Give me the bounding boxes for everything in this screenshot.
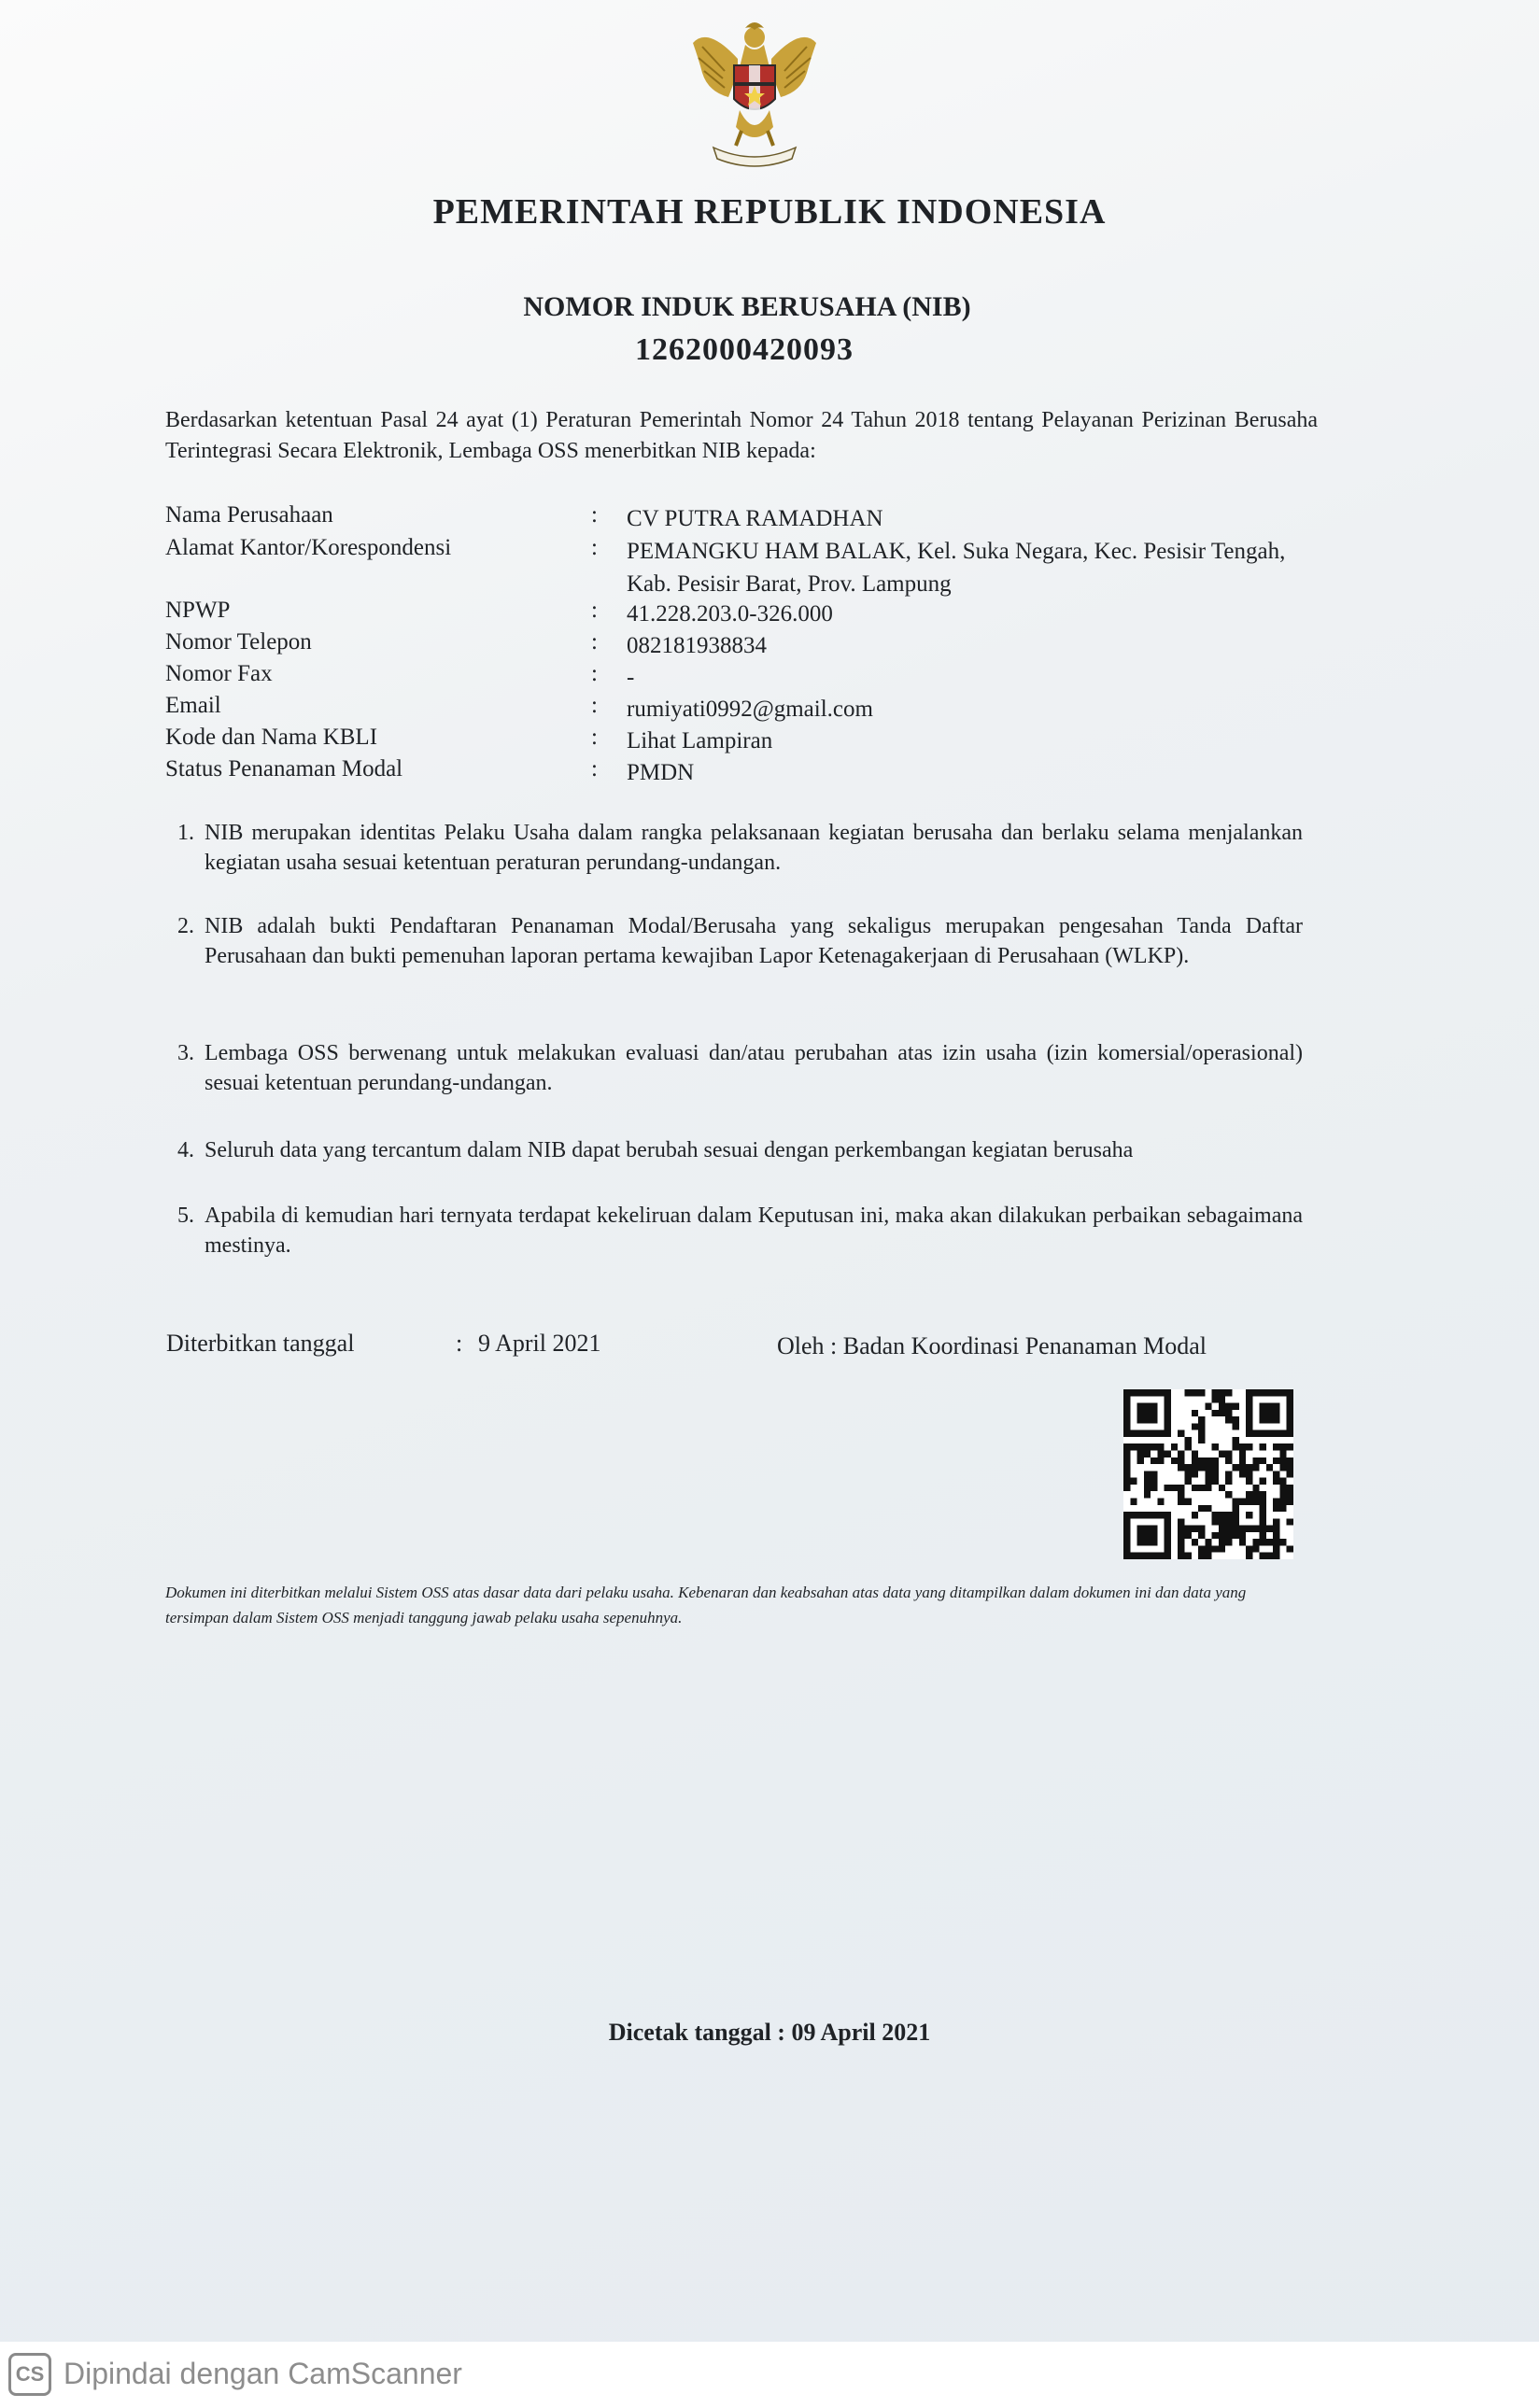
investment-label: Status Penanaman Modal [165,756,403,782]
provision-text: NIB merupakan identitas Pelaku Usaha dalam rangka pelaksanaan kegiatan berusaha dan berlaku selama menjalankan kegiatan usaha sesuai ketentuan peraturan perundang-undangan. [205,821,1303,875]
issuer: Oleh : Badan Koordinasi Penanaman Modal [777,1332,1207,1359]
garuda-emblem-icon [680,17,829,176]
issued-date-value: 9 April 2021 [478,1330,601,1357]
provision-number: 2. [177,914,194,938]
company-address-value: PEMANGKU HAM BALAK, Kel. Suka Negara, Kec. Pesisir Tengah, Kab. Pesisir Barat, Prov. Lampung [627,539,1286,597]
separator: : [456,1330,463,1357]
printed-date: Dicetak tanggal : 09 April 2021 [608,2019,931,2046]
provision-text: Lembaga OSS berwenang untuk melakukan evaluasi dan/atau perubahan atas izin usaha (izin komersial/operasional) sesuai ketentuan perundang-undangan. [205,1041,1303,1095]
qr-code-icon [1123,1389,1293,1559]
company-name-label: Nama Perusahaan [165,502,333,528]
provision-number: 4. [177,1138,194,1162]
separator: : [591,598,598,623]
separator: : [591,756,598,782]
provision-number: 3. [177,1041,194,1065]
intro-paragraph: Berdasarkan ketentuan Pasal 24 ayat (1) Peraturan Pemerintah Nomor 24 Tahun 2018 tentang Pelayanan Perizinan Berusaha Terintegrasi Secara Elektronik, Lembaga OSS menerbitkan NIB kepada: [165,408,1318,463]
phone-label: Nomor Telepon [165,629,312,655]
investment-value: PMDN [627,760,695,785]
provision-number: 5. [177,1204,194,1228]
npwp-label: NPWP [165,598,231,623]
provision-text: NIB adalah bukti Pendaftaran Penanaman Modal/Berusaha yang sekaligus merupakan pengesahan Tanda Daftar Perusahaan dan bukti pemenuhan laporan pertama kewajiban Lapor Ketenagakerjaan di Perusahaan (WLKP). [205,914,1303,968]
disclaimer: Dokumen ini diterbitkan melalui Sistem OSS atas dasar data dari pelaku usaha. Kebenaran dan keabsahan atas data yang ditampilkan dalam dokumen ini dan data yang tersimpan dalam Sistem OSS menjadi tanggung jawab pelaku usaha sepenuhnya. [165,1584,1247,1626]
kbli-label: Kode dan Nama KBLI [165,725,378,750]
phone-value: 082181938834 [627,633,767,658]
separator: : [591,693,598,718]
provision-number: 1. [177,821,194,845]
separator: : [591,535,598,560]
provision-text: Seluruh data yang tercantum dalam NIB dapat berubah sesuai dengan perkembangan kegiatan berusaha [205,1138,1134,1162]
company-name-value: CV PUTRA RAMADHAN [627,506,883,531]
government-title: PEMERINTAH REPUBLIK INDONESIA [432,192,1107,232]
kbli-value: Lihat Lampiran [627,728,773,753]
separator: : [591,661,598,686]
fax-label: Nomor Fax [165,661,273,686]
separator: : [591,502,598,528]
camscanner-logo-icon: CS [8,2353,51,2396]
fax-value: - [627,665,635,690]
document-title: NOMOR INDUK BERUSAHA (NIB) [523,291,971,322]
email-label: Email [165,693,221,718]
npwp-value: 41.228.203.0-326.000 [627,601,833,627]
provision-text: Apabila di kemudian hari ternyata terdapat kekeliruan dalam Keputusan ini, maka akan dilakukan perbaikan sebagaimana mestinya. [205,1204,1303,1258]
email-value: rumiyati0992@gmail.com [627,697,873,722]
nib-number: 1262000420093 [635,332,854,367]
issued-date-label: Diterbitkan tanggal [166,1330,355,1357]
separator: : [591,629,598,655]
separator: : [591,725,598,750]
company-address-label: Alamat Kantor/Korespondensi [165,535,452,560]
scanner-watermark: Dipindai dengan CamScanner [64,2357,462,2390]
